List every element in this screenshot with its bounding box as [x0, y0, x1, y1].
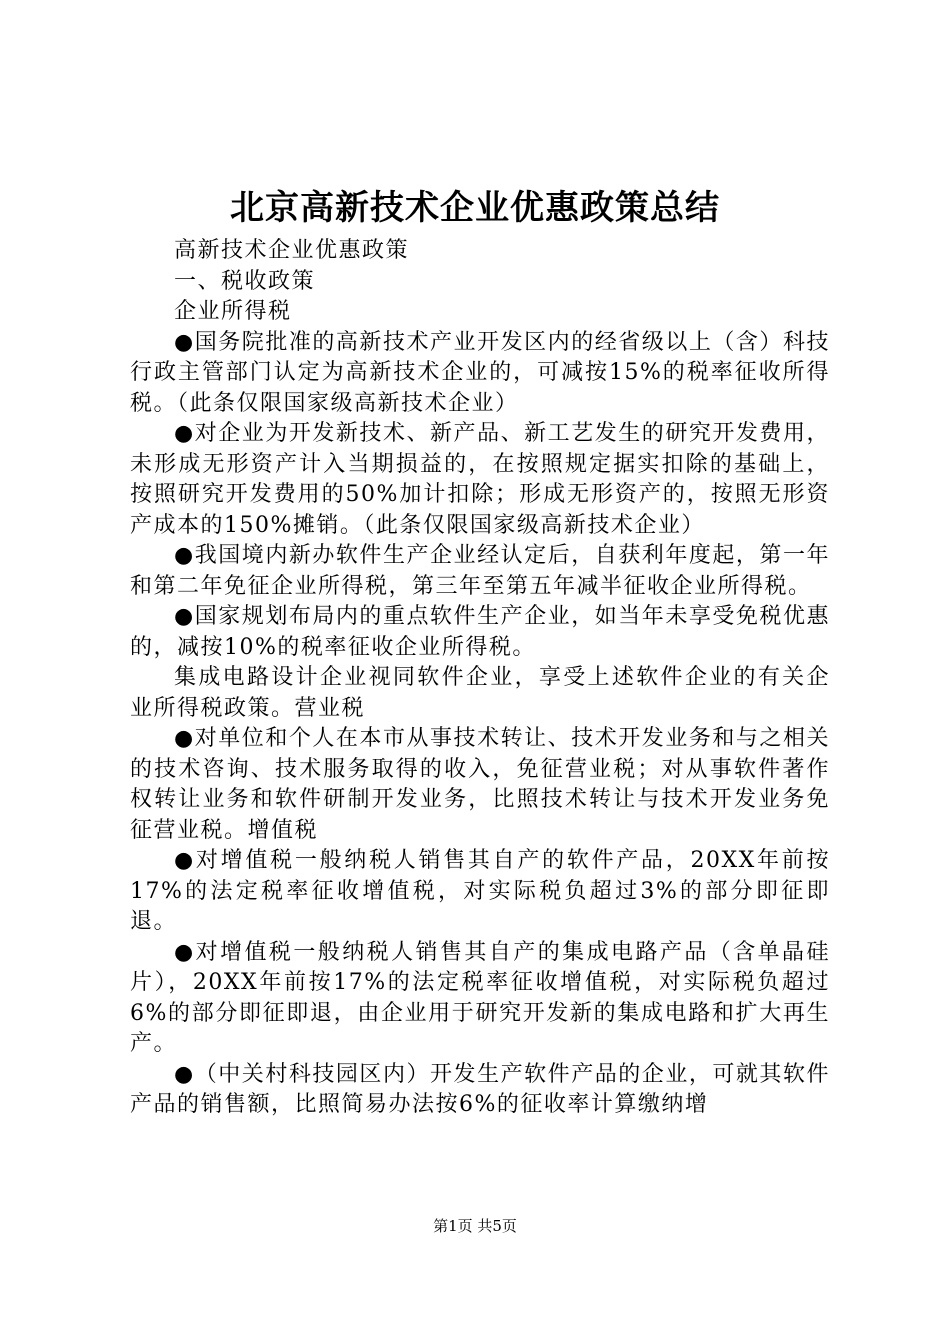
paragraph-bullet: ●对企业为开发新技术、新产品、新工艺发生的研究开发费用，未形成无形资产计入当期损益的，在按照规定据实扣除的基础上，按照研究开发费用的50%加计扣除；形成无形资产的，按照无形资产成本的150%摊销。（此条仅限国家级高新技术企业）	[130, 421, 830, 538]
paragraph-subtitle: 高新技术企业优惠政策	[174, 238, 410, 263]
paragraph-bullet: ●对单位和个人在本市从事技术转让、技术开发业务和与之相关的技术咨询、技术服务取得的收入，免征营业税；对从事软件著作权转让业务和软件研制开发业务，比照技术转让与技术开发业务免征营业税。增值税	[130, 726, 830, 843]
paragraph-bullet: ●对增值税一般纳税人销售其自产的集成电路产品（含单晶硅片），20XX年前按17%的法定税率征收增值税，对实际税负超过6%的部分即征即退，由企业用于研究开发新的集成电路和扩大再生产。	[130, 939, 830, 1056]
paragraph-bullet: ●国务院批准的高新技术产业开发区内的经省级以上（含）科技行政主管部门认定为高新技术企业的，可减按15%的税率征收所得税。（此条仅限国家级高新技术企业）	[130, 329, 830, 416]
paragraph-bullet: ●（中关村科技园区内）开发生产软件产品的企业，可就其软件产品的销售额，比照简易办法按6%的征收率计算缴纳增	[130, 1061, 830, 1117]
document-body	[130, 236, 830, 1121]
paragraph-bullet: ●国家规划布局内的重点软件生产企业，如当年未享受免税优惠的，减按10%的税率征收企业所得税。	[130, 604, 830, 660]
page-footer: 第1页 共5页	[433, 1217, 517, 1235]
paragraph-section-heading: 一、税收政策	[174, 268, 316, 294]
paragraph-bullet: ●对增值税一般纳税人销售其自产的软件产品，20XX年前按17%的法定税率征收增值税，对实际税负超过3%的部分即征即退。	[130, 848, 830, 934]
paragraph-text: 集成电路设计企业视同软件企业，享受上述软件企业的有关企业所得税政策。营业税	[130, 665, 830, 721]
document-title: 北京高新技术企业优惠政策总结	[230, 188, 720, 228]
paragraph-subheading-income-tax: 企业所得税	[174, 299, 292, 324]
paragraph-bullet: ●我国境内新办软件生产企业经认定后，自获利年度起，第一年和第二年免征企业所得税，第三年至第五年减半征收企业所得税。	[130, 543, 830, 599]
